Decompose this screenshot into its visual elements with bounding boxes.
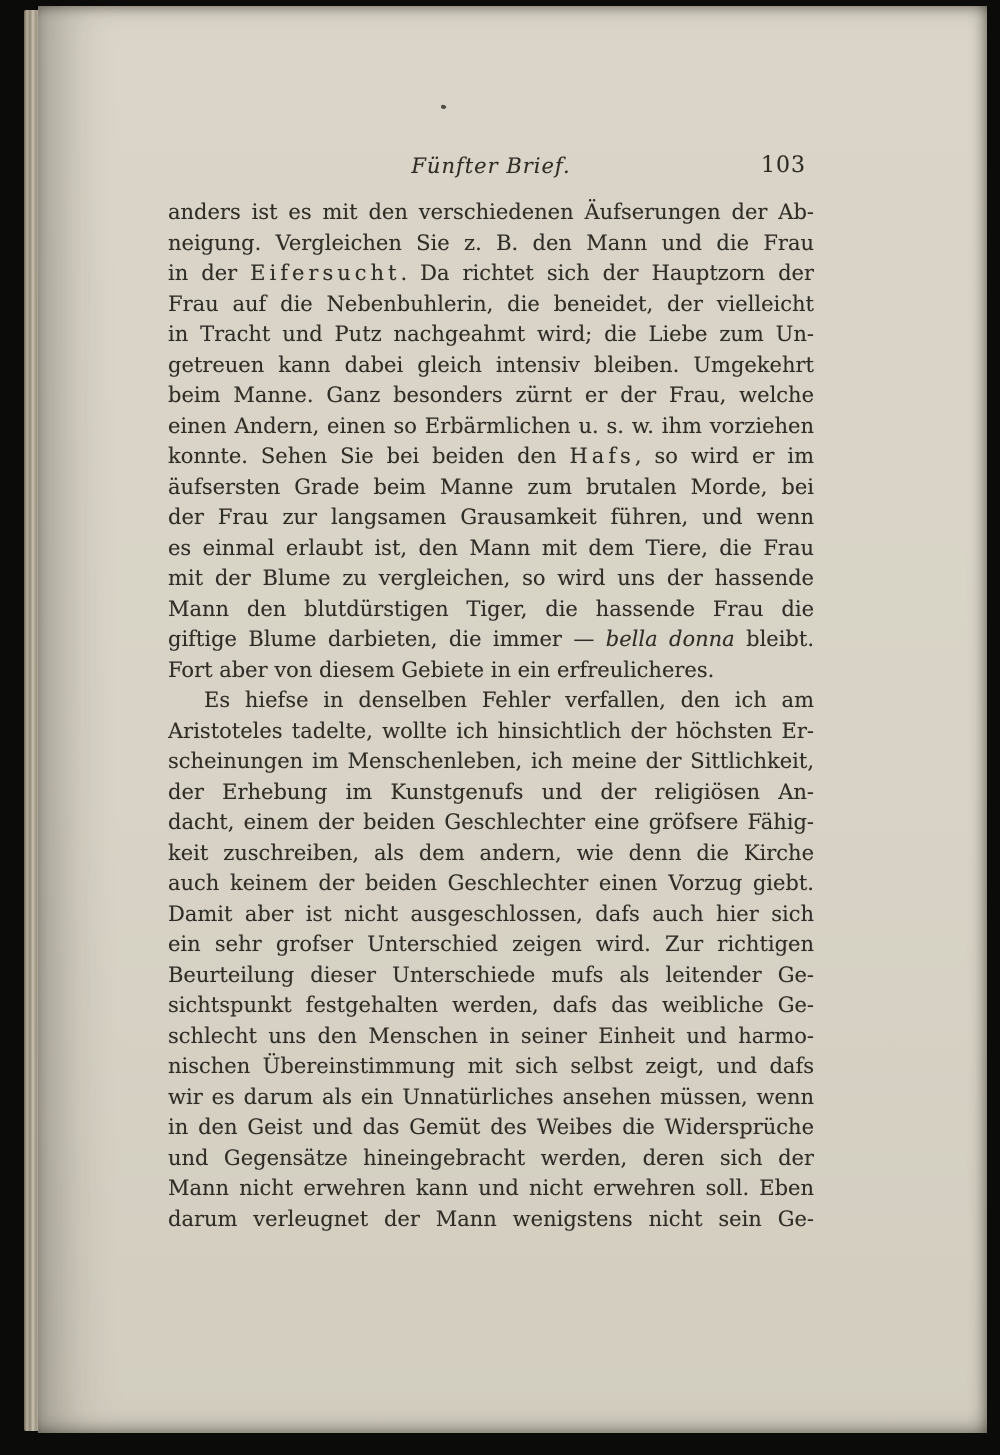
text-segment: Mann nicht erwehren kann und nicht erwehren soll. Eben [168,1176,814,1200]
text-segment: der Frau zur langsamen Grausamkeit führen, und wenn [168,505,814,529]
text-line [168,197,814,228]
text-segment: äufsersten Grade beim Manne zum brutalen Morde, bei [168,474,814,499]
text-line [168,899,814,930]
text-segment: Frau auf die Nebenbuhlerin, die beneidet, der vielleicht [168,291,814,316]
text-segment: giftige Blume darbieten, die immer — [168,627,606,651]
running-title: Fünfter Brief. [411,154,571,178]
text-line [168,594,814,625]
text-segment: in der [168,261,251,285]
italic-text: bella donna [605,627,735,651]
text-segment: keit zuschreiben, als dem andern, wie denn die Kirche [168,840,814,865]
text-line [168,258,814,289]
book-page-edges [24,10,39,1431]
page-header [168,152,814,180]
text-line [168,807,814,838]
text-segment: nischen Übereinstimmung mit sich selbst zeigt, und dafs [168,1054,814,1078]
text-line [168,655,814,686]
text-line [168,838,814,869]
text-line [168,1143,814,1174]
text-line [168,716,814,747]
text-line [168,380,814,411]
text-segment: darum verleugnet der Mann wenigstens nicht sein Ge- [168,1206,814,1231]
text-segment: neigung. Vergleichen Sie z. B. den Mann und die Frau [168,230,814,255]
text-segment: Fort aber von diesem Gebiete in ein erfreulicheres. [168,657,715,682]
text-line [168,868,814,899]
text-segment: Mann den blutdürstigen Tiger, die hassende Frau die [168,596,814,621]
text-line [168,1173,814,1204]
text-segment: ein sehr grofser Unterschied zeigen wird. Zur richtigen [168,932,814,956]
text-segment: scheinungen im Menschenleben, ich meine der Sittlichkeit, [168,749,814,773]
text-segment: einen Andern, einen so Erbärmlichen u. s. w. ihm vorziehen [168,413,814,438]
text-segment: mit der Blume zu vergleichen, so wird uns der hassende [168,566,814,590]
letterspaced-text: Hafs [569,444,635,468]
text-segment: beim Manne. Ganz besonders zürnt er der Frau, welche [168,383,814,407]
text-segment: in Tracht und Putz nachgeahmt wird; die Liebe zum Un- [168,322,814,346]
print-speck [440,104,446,109]
text-segment: konnte. Sehen Sie bei beiden den [168,444,570,468]
text-line [168,228,814,259]
text-line [168,746,814,777]
text-segment: in den Geist und das Gemüt des Weibes die Widersprüche [168,1115,814,1139]
text-line [168,960,814,991]
paragraph [168,197,814,685]
letterspaced-text: Eifersucht [250,261,401,285]
page-body [168,197,814,1234]
text-line [168,319,814,350]
text-line [168,929,814,960]
text-line [168,350,814,381]
text-segment: sichtspunkt festgehalten werden, dafs das weibliche Ge- [168,993,814,1017]
text-line [168,1021,814,1052]
text-line [168,1051,814,1082]
text-line [168,441,814,472]
text-segment: auch keinem der beiden Geschlechter einen Vorzug giebt. [168,871,814,895]
text-line [168,777,814,808]
text-segment: Damit aber ist nicht ausgeschlossen, dafs auch hier sich [168,901,814,926]
text-segment: und Gegensätze hineingebracht werden, deren sich der [168,1145,814,1170]
text-segment: bleibt. [734,627,814,651]
text-segment: Aristoteles tadelte, wollte ich hinsichtlich der höchsten Er- [168,718,814,743]
text-line [168,502,814,533]
text-line [168,1082,814,1113]
text-segment: . Da richtet sich der Hauptzorn der [400,261,814,285]
text-segment: Beurteilung dieser Unterschiede mufs als leitender Ge- [168,962,814,987]
text-line [168,472,814,503]
page-number: 103 [761,153,806,178]
text-segment: dacht, einem der beiden Geschlechter eine gröfsere Fähig- [168,810,814,834]
text-segment: , so wird er im [634,444,814,468]
text-line [168,685,814,716]
text-segment: anders ist es mit den verschiedenen Äufserungen der Ab- [168,200,814,224]
text-line [168,289,814,320]
text-line [168,563,814,594]
text-segment: es einmal erlaubt ist, den Mann mit dem Tiere, die Frau [168,535,814,560]
text-line [168,533,814,564]
text-line [168,990,814,1021]
text-segment: der Erhebung im Kunstgenufs und der religiösen An- [168,779,814,804]
paragraph [168,685,814,1234]
paper-page [38,6,987,1433]
text-segment: wir es darum als ein Unnatürliches ansehen müssen, wenn [168,1084,814,1109]
text-block [168,152,814,1234]
text-line [168,1204,814,1235]
text-line [168,624,814,655]
text-segment: schlecht uns den Menschen in seiner Einheit und harmo- [168,1023,814,1048]
text-segment: getreuen kann dabei gleich intensiv bleiben. Umgekehrt [168,352,814,377]
text-segment: Es hiefse in denselben Fehler verfallen, den ich am [204,688,814,712]
text-line [168,411,814,442]
text-line [168,1112,814,1143]
